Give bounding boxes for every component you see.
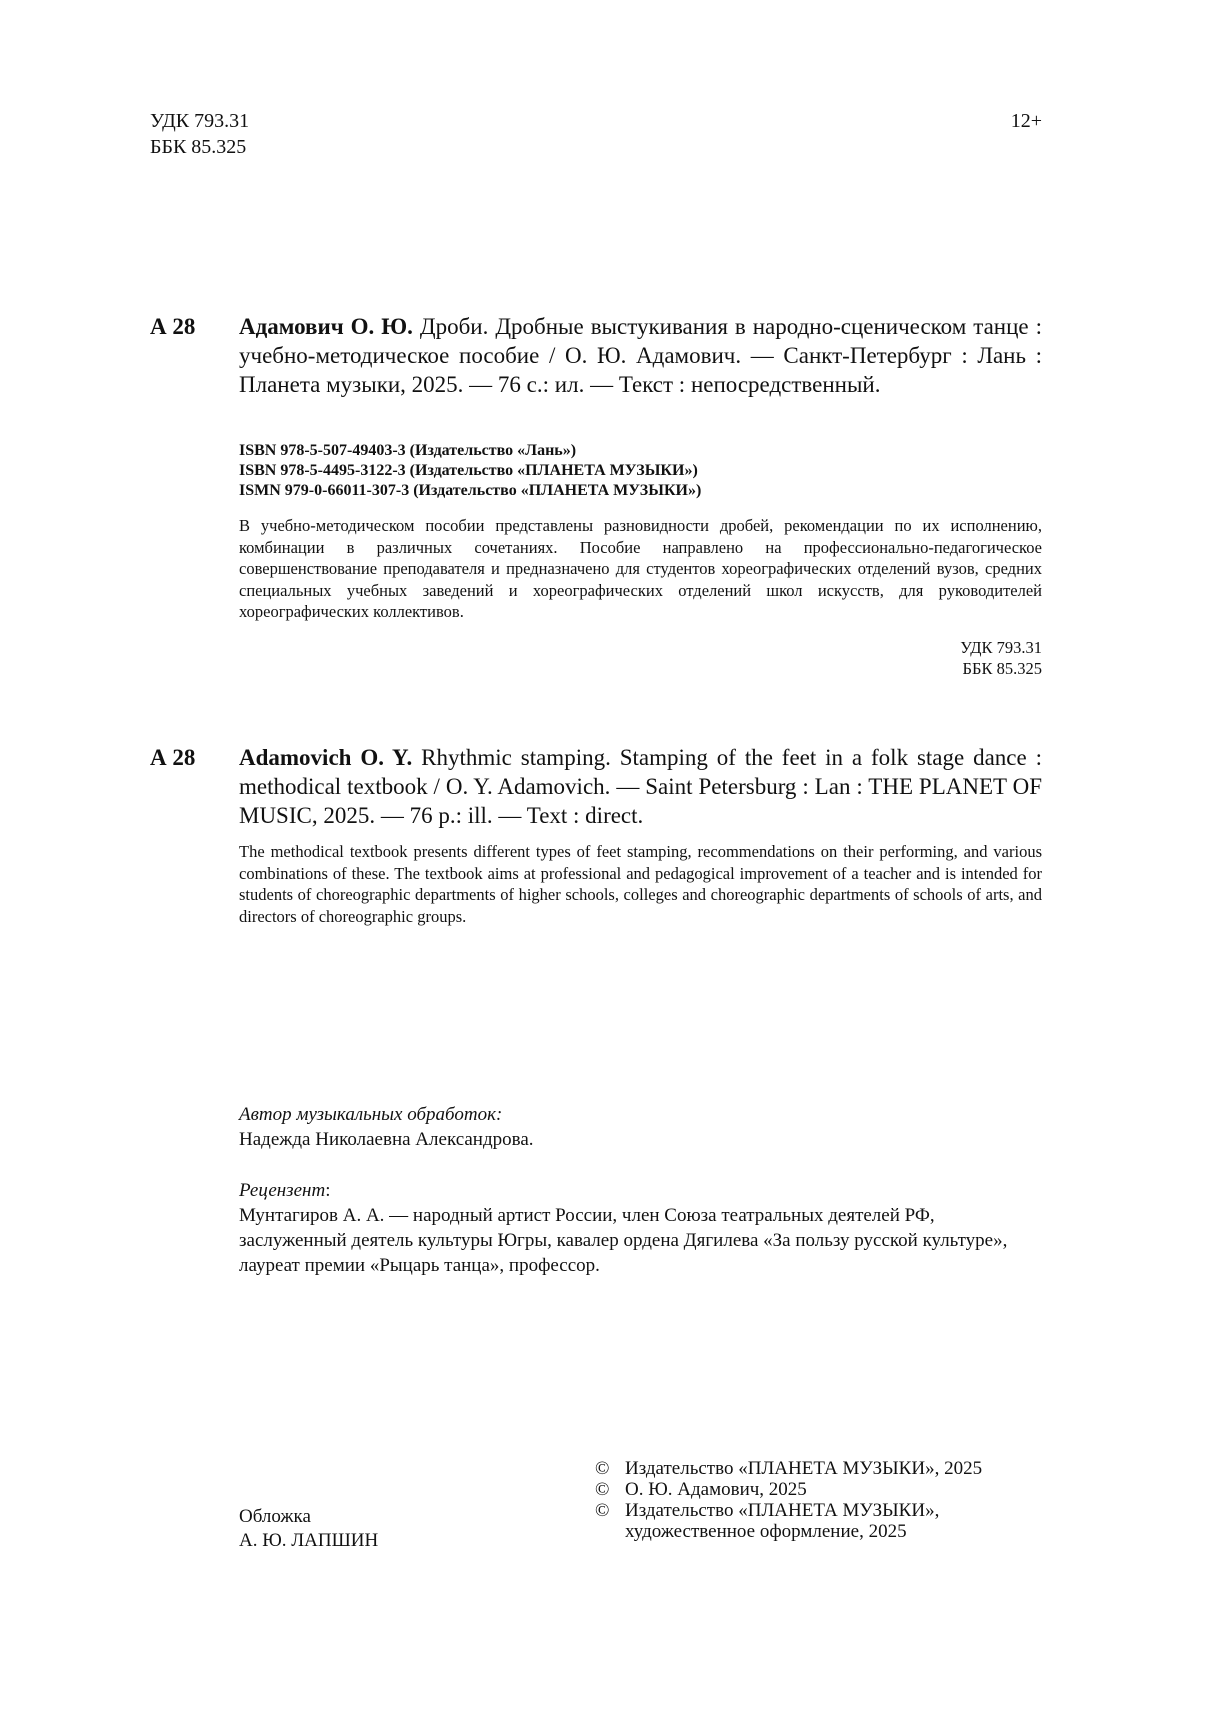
reviewer-text: Мунтагиров А. А. — народный артист России, член Союза театральных деятелей РФ, заслуженный деятель культуры Югры, кавалер ордена Дягилева «За пользу русской культуре», лауреат премии «Рыцарь танца», профессор. — [239, 1205, 1008, 1276]
copyright-icon: © — [595, 1458, 610, 1479]
en-entry-text: Rhythmic stamping. Stamping of the feet in a folk stage dance : methodical textbook / O. Y. Adamovich. — Saint Petersburg : Lan : THE PLANET OF MUSIC, 2025. — 76 p.: ill. — Text : direct. — [239, 745, 1042, 828]
isbn-line: ISBN 978-5-507-49403-3 (Издательство «Лань») — [239, 442, 577, 459]
ru-annotation: В учебно-методическом пособии представлены разновидности дробей, рекомендации по их исполнению, комбинации в различных сочетаниях. Пособие направлено на профессионально-педагогическое совершенствование преподавателя и предназначено для студентов хореографических отделений вузов, средних специальных учебных заведений и хореографических отделений школ искусств, для руководителей хореографических коллективов. — [239, 516, 1042, 621]
en-author-code: А 28 — [150, 745, 196, 770]
isbn-line: ISBN 978-5-4495-3122-3 (Издательство «ПЛАНЕТА МУЗЫКИ») — [239, 462, 698, 479]
en-author-name: Adamovich O. Y. — [239, 745, 413, 770]
arranger-label: Автор музыкальных обработок: — [239, 1104, 503, 1125]
ru-entry-text: Дроби. Дробные выстукивания в народно-сценическом танце : учебно-методическое пособие / О. Ю. Адамович. — Санкт-Петербург : Лань : Планета музыки, 2025. — 76 с.: ил. — Текст : непосредственный. — [239, 314, 1042, 397]
reviewer-credit: Рецензент: Мунтагиров А. А. — народный артист России, член Союза театральных деятелей РФ, заслуженный деятель культуры Югры, кавалер ордена Дягилева «За пользу русской культуре», лауреат премии «Рыцарь танца», профессор. — [239, 1178, 1042, 1278]
ru-author-name: Адамович О. Ю. — [239, 314, 413, 339]
ru-classification — [840, 637, 1042, 679]
copyright-line: © Издательство «ПЛАНЕТА МУЗЫКИ», 2025 — [595, 1458, 983, 1479]
copyright-line: © Издательство «ПЛАНЕТА МУЗЫКИ», — [595, 1500, 940, 1521]
copyright-line: © О. Ю. Адамович, 2025 — [595, 1479, 807, 1500]
bbk-code: ББК 85.325 — [150, 136, 247, 158]
copyright-line-continuation: художественное оформление, 2025 — [625, 1521, 907, 1542]
age-rating: 12+ — [1010, 110, 1042, 132]
cover-designer: А. Ю. ЛАПШИН — [239, 1530, 379, 1551]
ru-bbk-code: ББК 85.325 — [962, 659, 1042, 678]
ru-bibliographic-entry — [239, 312, 1042, 399]
udk-code: УДК 793.31 — [150, 110, 250, 132]
header-classification — [150, 108, 249, 160]
arranger-credit — [239, 1102, 1042, 1152]
ru-author-code: А 28 — [150, 314, 196, 339]
cover-label: Обложка — [239, 1506, 311, 1527]
copyright-block — [595, 1458, 982, 1542]
copyright-icon: © — [595, 1479, 610, 1500]
en-annotation: The methodical textbook presents different types of feet stamping, recommendations on their performing, and various combinations of these. The textbook aims at professional and pedagogical improvement of a teacher and is intended for students of choreographic departments of higher schools, colleges and choreographic departments of schools of arts, and directors of choreographic groups. — [239, 842, 1042, 926]
cover-credit — [239, 1505, 378, 1553]
ismn-line: ISMN 979-0-66011-307-3 (Издательство «ПЛАНЕТА МУЗЫКИ») — [239, 482, 702, 499]
isbn-block — [239, 441, 1042, 501]
copyright-icon: © — [595, 1500, 610, 1521]
arranger-name: Надежда Николаевна Александрова. — [239, 1129, 534, 1150]
reviewer-label: Рецензент — [239, 1180, 326, 1201]
ru-udk-code: УДК 793.31 — [960, 638, 1042, 657]
en-bibliographic-entry — [239, 743, 1042, 830]
